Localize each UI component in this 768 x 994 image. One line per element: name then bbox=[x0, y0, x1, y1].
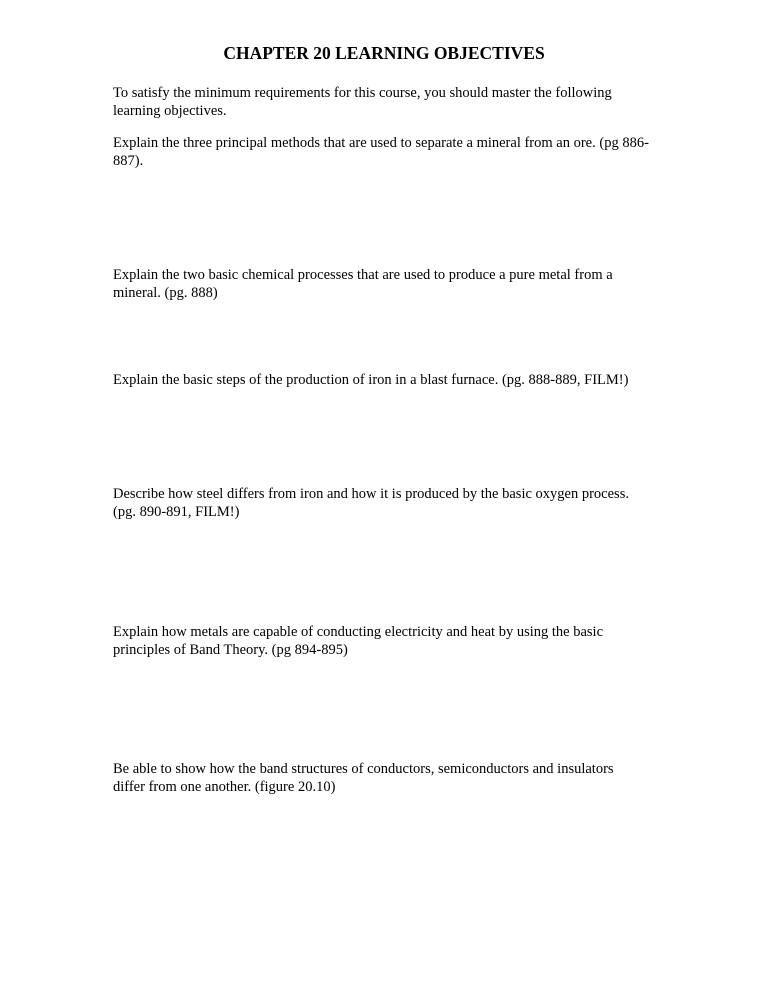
objective-2-line: mineral. (pg. 888) bbox=[113, 285, 218, 301]
objective-6-line: differ from one another. (figure 20.10) bbox=[113, 779, 336, 795]
objective-4-line: Describe how steel differs from iron and how it is produced by the basic oxygen process. bbox=[113, 486, 629, 502]
objective-4-line: (pg. 890-891, FILM!) bbox=[113, 504, 240, 520]
objective-1-line: Explain the three principal methods that are used to separate a mineral from an ore. (pg 886- bbox=[113, 135, 649, 151]
objective-6-line: Be able to show how the band structures of conductors, semiconductors and insulators bbox=[113, 761, 614, 777]
page-title: CHAPTER 20 LEARNING OBJECTIVES bbox=[223, 43, 545, 63]
objective-6 bbox=[113, 760, 658, 796]
objective-3 bbox=[113, 371, 658, 389]
objective-2-line: Explain the two basic chemical processes that are used to produce a pure metal from a bbox=[113, 267, 613, 283]
objective-4 bbox=[113, 485, 658, 521]
objective-5 bbox=[113, 623, 658, 659]
objective-1 bbox=[113, 134, 658, 170]
intro-paragraph bbox=[113, 84, 658, 120]
objective-1-line: 887). bbox=[113, 153, 144, 169]
objective-3-line: Explain the basic steps of the production of iron in a blast furnace. (pg. 888-889, FILM!) bbox=[113, 372, 629, 388]
intro-line: learning objectives. bbox=[113, 103, 227, 119]
objective-2 bbox=[113, 266, 658, 302]
objective-5-line: Explain how metals are capable of conducting electricity and heat by using the basic bbox=[113, 624, 604, 640]
objective-5-line: principles of Band Theory. (pg 894-895) bbox=[113, 642, 348, 658]
intro-line: To satisfy the minimum requirements for this course, you should master the following bbox=[113, 85, 612, 101]
